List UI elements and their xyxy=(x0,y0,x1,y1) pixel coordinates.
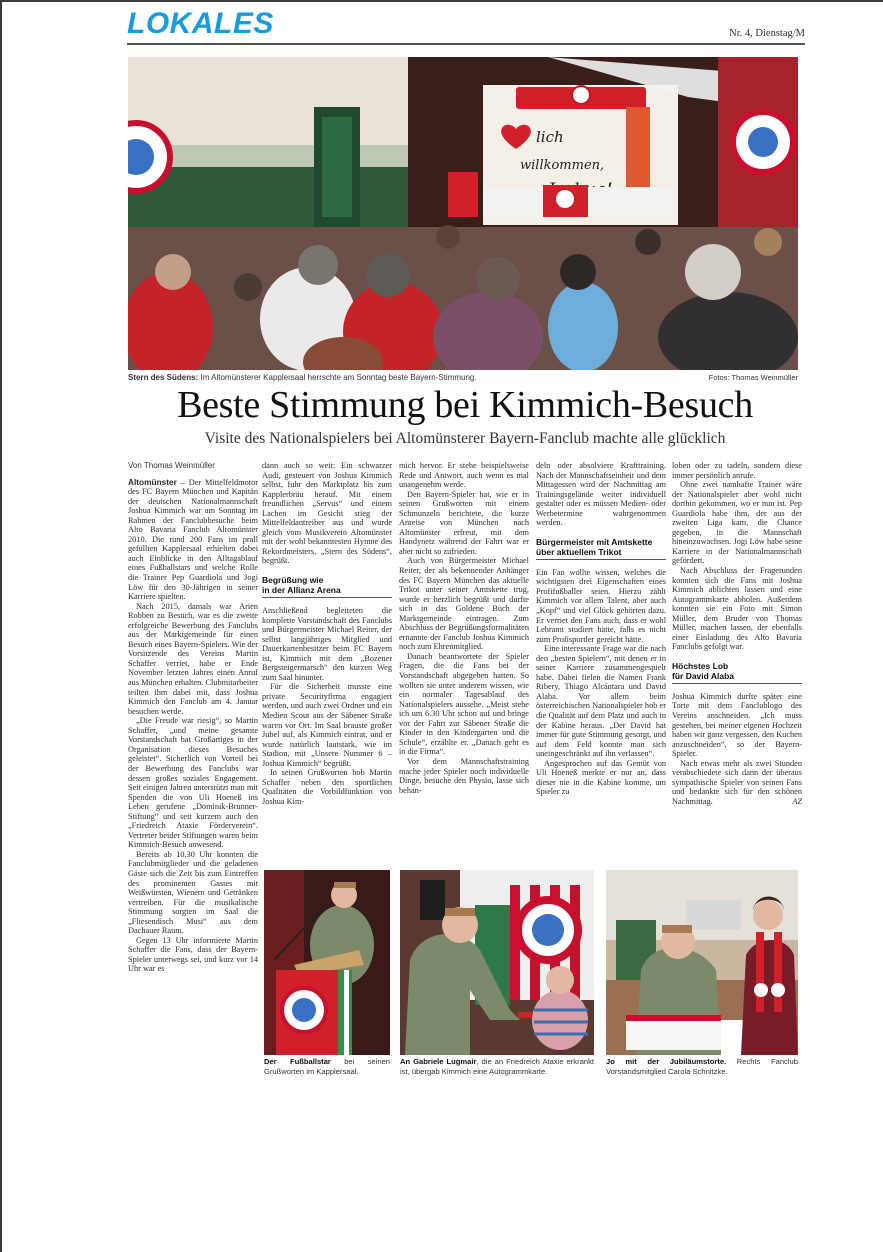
paragraph xyxy=(672,759,802,807)
caption-text: bei seinen Grußworten im Kapplersaal. xyxy=(264,1057,390,1076)
paragraph: Ein Fan wollte wissen, welches die wichtigsten drei Eigenschaften eines Profifußballer seien. Hierzu zählt Kimmich vor allem Talent, aber auch „Kopf“ und viel Glück gehörten dazu. Er verriet den Fans auch, dass er wohl Lehramt studiert hätte, falls es nicht zum Profisportler gereicht hätte. xyxy=(536,567,666,644)
hero-caption xyxy=(128,373,798,382)
paragraph: Den Bayern-Spieler hat, wie er in seinen Grußworten mit einem Schmunzeln berichtete, die kurze Anreise von München nach Altomünster erfreut, mit dem Handynetz während der Fahrt war er aber nicht so zufrieden. xyxy=(399,489,529,556)
viewer-frame-left xyxy=(0,0,2,1252)
paragraph: dann auch so weit: Ein schwarzer Audi, gesteuert von Joshua Kimmich selbst, fuhr den Marktplatz bis zum Kapplerbräu herauf. Mit einem freundlichen „Servus“ und einem Lachen im Gesicht stieg der Mittelfeldantreiber aus und wurde gleich vom Musikverein Altomünster mit der wohl bekanntesten Hymne des Rekordmeisters, „Stern des Südens“, begrüßt. xyxy=(262,461,392,566)
paragraph-text: – Der Mittelfeldmotor des FC Bayern München und Kapitän der deutschen Nationalmannschaft Joshua Kimmich war am Sonntag im Rahmen der Fanclubbesuche beim Alto Bavaria Fanclub Altomünster 2010. Die rund 200 Fans im prall gefüllten Kapplersaal erhielten dabei auch Einblicke in den Alltagablauf eines Fußballstars und welche Rolle die Trainer Pep Guardiola und Jogi Löw für den 30-Jährigen in seiner Karriere spielten. xyxy=(128,477,258,602)
cake-cutting-image xyxy=(606,870,798,1055)
paragraph: Vor dem Mannschaftstraining mache jeder Spieler noch individuelle Dinge, besuche den Physio, lasse sich behan- xyxy=(399,756,529,795)
paragraph: Anschließend begleiteten die komplette Vorstandschaft des Fanclubs und Bürgermeister Michael Reiter, der selbst langjähriges Mitglied und Dauerkartenbesitzer beim FC Bayern ist, Kimmich mit dem „Bozener Bergsteigermarsch“ den kurzen Weg zum Saal hinunter. xyxy=(262,606,392,682)
paragraph: Nach 2015, damals war Arien Robben zu Besuch, war es die zweite erfolgreiche Bewerbung des Fanclubs aus der Marktgemeinde für einen Besuch eines Bayern-Spielers. Wie der Vorsitzende des Vereins Martin Schaffer verriet, habe er Ende November letzten Jahres einen Anruf aus München erhalten. Clubmitarbeiter teilten ihm dabei mit, dass Joshua Kimmich den Fanclub am 4. Januar besuchen werde. xyxy=(128,601,258,716)
paragraph: Joshua Kimmich durfte später eine Torte mit dem Fanclublogo des Vereins anschneiden. „Ich muss gestehen, bei meiner eigenen Hochzeit haben wir ganz vergessen, den Kuchen anzuschneiden“, so der Bayern-Spieler. xyxy=(672,691,802,759)
hero-caption-text: Im Altomünsterer Kapplersaal herrschte am Sonntag beste Bayern-Stimmung. xyxy=(198,373,477,382)
paragraph: Eine interessante Frage war die nach den „besten Spielern“, mit denen er in seiner Karriere zusammengespielt habe. Dabei fielen die Namen Frank Ribery, Thiago Alcántara und David Alaba. Vor allem beim österreichischen Nationalspieler hob er die Qualität auf dem Platz und auch in der Kabine heraus. „Der David hat immer für gute Stimmung gesorgt, und auf dem Feld konnte man sich uneingeschränkt auf ihn verlassen“. xyxy=(536,644,666,759)
article-column-1 xyxy=(128,461,258,974)
paragraph-text: Nach etwas mehr als zwei Stunden verabschiedete sich dann der überaus sympathische Spieler von seinen Fans und bedankte sich für den schönen Nachmittag. xyxy=(672,758,802,806)
subhead-line: Bürgermeister mit Amtskette xyxy=(536,536,653,547)
paragraph: Danach beantwortete der Spieler Fragen, die die Fans bei der Vorstandschaft abgegeben hatten. So wollten sie unter anderem wissen, wie ein normaler Tagesablauf des Nationalspielers aussehe. „Meist stehe ich um 6.30 Uhr schon auf und bringe vor der Fahrt zur Säbener Straße die Kinder in den Kindergarten und die Schule“, erzählte er. „Danach geht es in die Firma“. xyxy=(399,651,529,757)
caption-text: , die an Friedreich Ataxie erkrankt ist, übergab Kimmich eine Autogrammkarte. xyxy=(400,1057,594,1076)
article-column-5 xyxy=(672,461,802,807)
article-column-3 xyxy=(399,461,529,795)
article-column-4 xyxy=(536,461,666,797)
masthead xyxy=(127,7,805,45)
caption-text: Rechts Fanclub Vorstandsmitglied Carola Schnitzke. xyxy=(606,1057,798,1076)
issue-info: Nr. 4, Dienstag/M xyxy=(729,28,805,39)
section-title: LOKALES xyxy=(127,7,274,40)
subheadline: Visite des Nationalspielers bei Altomünsterer Bayern-Fanclub machte alle glücklich xyxy=(204,430,726,447)
autograph-card-handover-image xyxy=(400,870,594,1055)
caption-lead: Der Fußballstar xyxy=(264,1057,331,1066)
subhead-begruessung xyxy=(262,575,392,598)
paragraph: deln oder absolviere Krafttraining. Nach der Mannschaftseinheit und dem Mittagessen wird der Nachmittag am Trainingsgelände weiter individuell gestaltet oder es müssen Medien- oder Werbetermine wahrgenommen werden. xyxy=(536,461,666,528)
photo-credit: Fotos: Thomas Weinmüller xyxy=(708,373,798,382)
paragraph: mich hervor. Er stehe beispielsweise Rede und Antwort, auch wenn es mal unangenehm werde. xyxy=(399,461,529,490)
paragraph: In seinen Grußworten hob Martin Schaffer neben den sportlichen Qualitäten die Vorbildfunktion von Joshua Kim- xyxy=(262,768,392,806)
subhead-line: Höchstes Lob xyxy=(672,660,729,671)
photo-caption-2 xyxy=(400,1057,594,1076)
paragraph: „Die Freude war riesig“, so Martin Schaffer, „und meine gesamte Vorstandschaft hat Großartiges in der Organisation dieses Besuches geleistet“. Sicherlich von Vorteil bei der Bewerbung des Fanclubs war dessen großes soziales Engagement. Seit einigen Jahren unterstützt man mit Spenden die von Uli Hoeneß ins Leben gerufene „Dominik-Brunner-Stiftung“ und seit kurzem auch den „Friedreich Ataxie Förderverein“. Vertreter beider Stiftungen waren beim Kimmich-Besuch anwesend. xyxy=(128,716,258,850)
paragraph: Bereits ab 10.30 Uhr konnten die Fanclubmitglieder und die geladenen Gäste sich die Zeit bis zum Eintreffen des prominenten Gastes mit Weißwürsten, Wienern und Getränken vertreiben. Für die musikalische Stimmung sorgten im Saal die „Fliesendisch Musi“ aus dem Dachauer Raum. xyxy=(128,849,258,936)
paragraph: Für die Sicherheit musste eine private Securityfirma engagiert werden, und auch zwei Ordner und ein Medien Scout aus der Säbener Straße waren vor Ort. Im Saal brauste großer Jubel auf, als Kimmich eintrat, und er wurde natürlich lautstark, wie im Stadion, mit „Unsere Nummer 6 – Joshua Kimmich“ begrüßt. xyxy=(262,682,392,768)
photo-autograph xyxy=(400,870,594,1055)
subhead-line: in der Allianz Arena xyxy=(262,585,341,596)
viewer-frame-top xyxy=(0,0,883,2)
paragraph: Ohne zwei namhafte Trainer wäre der Nationalspieler aber wohl nicht dorthin gekommen, wo er nun ist. Pep Guardiola habe ihm, der aus der zweiten Liga kam, die Chance gegeben, in die Mannschaft hineinzuwachsen. Jogi Löw habe seine Karriere in der Nationalmannschaft gefördert. xyxy=(672,480,802,566)
hero-photo xyxy=(128,57,798,370)
subhead-buergermeister xyxy=(536,537,666,560)
headline: Beste Stimmung bei Kimmich-Besuch xyxy=(177,384,753,426)
subhead-alaba xyxy=(672,661,802,684)
svg-text:lich: lich xyxy=(536,128,564,146)
subhead-line: über aktuellem Trikot xyxy=(536,546,622,557)
author-signature: AZ xyxy=(792,796,802,806)
paragraph xyxy=(128,478,258,602)
paragraph: Auch von Bürgermeister Michael Reiter, der als bekennender Anhänger des FC Bayern München das aktuelle Trikot unter seiner Amtskette trug, wurde er herzlich begrüßt und durfte sich in das Goldene Buch der Marktgemeinde eintragen. Zum Abschluss der Begrüßungsformalitäten ernannte der Fanclub Joshua Kimmich noch zum Ehrenmitglied. xyxy=(399,556,529,652)
paragraph: loben oder zu tadeln, sondern diese immer persönlich anrufe. xyxy=(672,461,802,480)
photo-caption-3 xyxy=(606,1057,798,1076)
speaker-at-podium-image xyxy=(264,870,390,1055)
paragraph: Angesprochen auf das Gemüt von Uli Hoeneß merkte er nur an, dass dieser nie in die Kabine komme, um Spieler zu xyxy=(536,758,666,797)
article-column-2 xyxy=(262,461,392,807)
subhead-line: Begrüßung wie xyxy=(262,575,324,586)
photo-caption-1 xyxy=(264,1057,390,1076)
subhead-line: für David Alaba xyxy=(672,670,735,681)
hero-caption-lead: Stern des Südens: xyxy=(128,373,199,382)
svg-text:willkommen,: willkommen, xyxy=(520,158,605,173)
caption-lead: An Gabriele Lugmair xyxy=(400,1057,477,1066)
caption-lead: Jo mit der Jubiläumstorte. xyxy=(606,1057,727,1066)
photo-cake xyxy=(606,870,798,1055)
paragraph: Nach Abschluss der Fragerunden konnten sich die Fans mit Joshua Kimmich ablichten lassen und eine Autogrammkarte abholen. Außerdem konnten sie ein Foto mit Simon Müller, dem Bruder von Thomas Müller, machen lassen, der ebenfalls einer Einladung des Alto Bavaria Fanclubs gefolgt war. xyxy=(672,566,802,652)
paragraph: Gegen 13 Uhr informierte Martin Schaffer die Fans, dass der Bayern-Spieler unterwegs sei, und kurz vor 14 Uhr war es xyxy=(128,935,258,974)
photo-speaker xyxy=(264,870,390,1055)
byline: Von Thomas Weinmüller xyxy=(128,461,215,470)
hall-crowd-image xyxy=(128,57,798,370)
dateline: Altomünster xyxy=(128,476,177,487)
